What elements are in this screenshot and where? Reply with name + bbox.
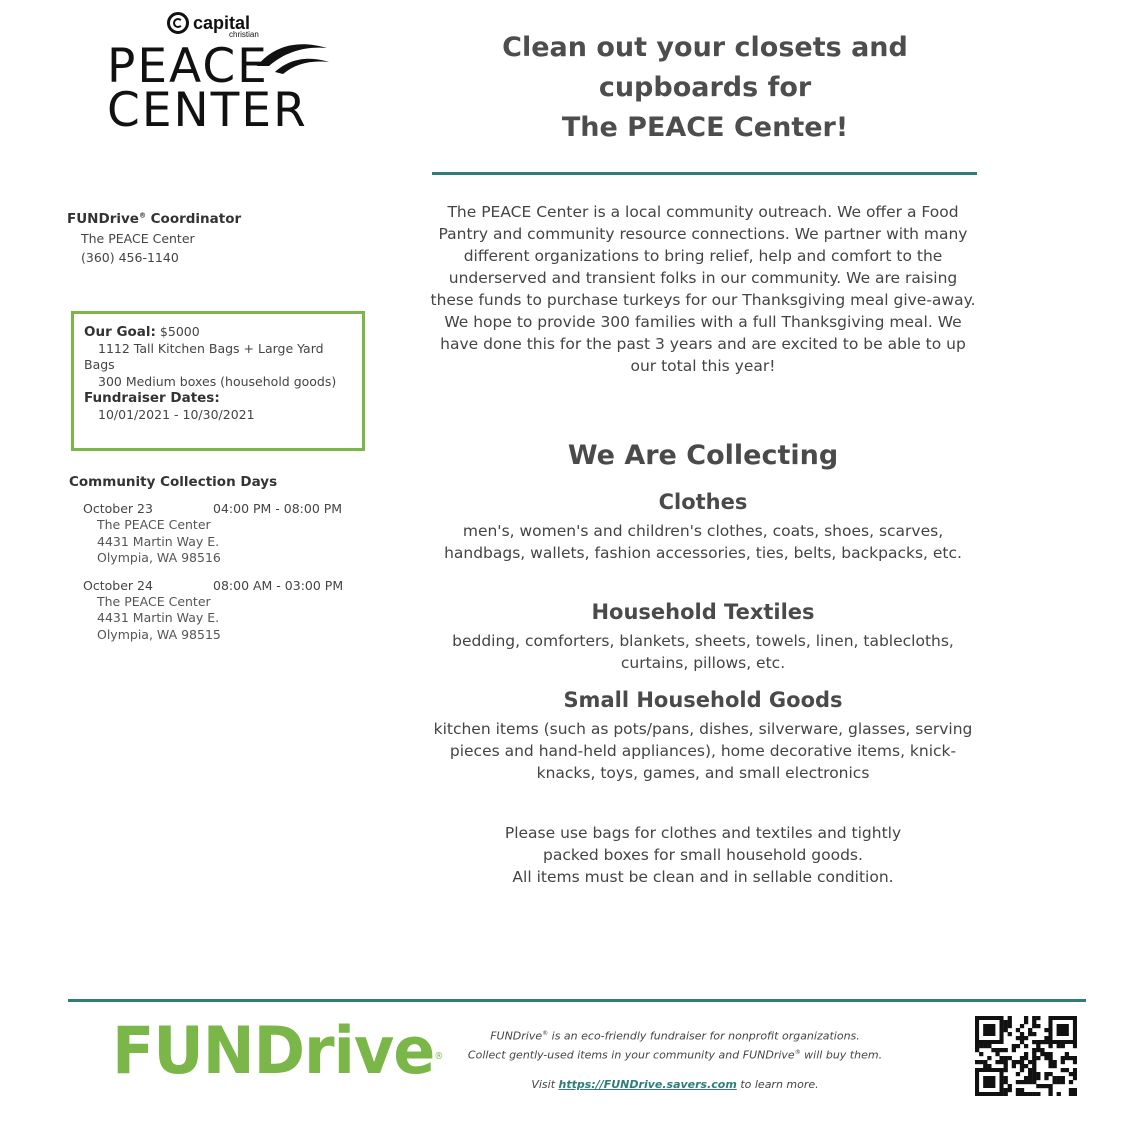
coordinator-title-suffix: Coordinator xyxy=(145,211,242,227)
top-divider xyxy=(432,172,977,175)
capital-christian-icon xyxy=(167,12,189,34)
event-city: Olympia, WA 98515 xyxy=(97,626,221,642)
headline-line-3: The PEACE Center! xyxy=(561,112,849,143)
coordinator-title xyxy=(67,211,367,227)
collection-days xyxy=(69,474,389,653)
logo-brand-top: capital xyxy=(193,13,251,33)
fundrive-logo xyxy=(112,1011,443,1089)
note-line-2: packed boxes for small household goods. xyxy=(543,846,863,864)
event-place: The PEACE Center xyxy=(97,593,211,609)
footer-line-2 xyxy=(420,1045,930,1064)
note-line-1: Please use bags for clothes and textiles and tightly xyxy=(504,824,902,842)
event-time: 04:00 PM - 08:00 PM xyxy=(213,501,343,516)
footer-brand: FUNDrive xyxy=(490,1029,543,1043)
category-text: kitchen items (such as pots/pans, dishes, silverware, glasses, serving pieces and hand-held appliances), home decorative items, knick-knacks, toys, games, and small electronics xyxy=(433,720,973,782)
event-date: October 24 xyxy=(83,577,153,593)
registered-mark: ® xyxy=(542,1030,549,1037)
logo-brand-sub: christian xyxy=(229,30,259,39)
page-headline xyxy=(440,28,970,148)
fundrive-link[interactable]: https://FUNDrive.savers.com xyxy=(558,1078,737,1092)
collection-event xyxy=(69,577,389,644)
event-date: October 23 xyxy=(83,501,153,516)
footer-line-2-text: Collect gently-used items in your community and FUNDrive xyxy=(467,1048,795,1062)
registered-mark: ® xyxy=(794,1048,801,1056)
footer-text xyxy=(420,1026,930,1093)
event-when xyxy=(83,577,389,594)
event-street: 4431 Martin Way E. xyxy=(97,533,220,549)
coordinator-title-brand: FUNDrive xyxy=(67,211,139,227)
peace-center-logo xyxy=(105,8,335,138)
footer-divider xyxy=(68,999,1086,1002)
fundraiser-dates: 10/01/2021 - 10/30/2021 xyxy=(98,406,255,422)
qr-code-icon[interactable] xyxy=(975,1016,1077,1096)
fundrive-logo-text: FUNDrive xyxy=(112,1011,435,1089)
logo-line-1: PEACE xyxy=(107,39,269,94)
packing-note xyxy=(430,822,976,888)
dove-swoosh-icon xyxy=(255,36,330,76)
dates-label-line xyxy=(84,390,352,407)
coordinator-org: The PEACE Center xyxy=(81,231,195,246)
dates-label: Fundraiser Dates: xyxy=(84,390,220,406)
category-heading: Household Textiles xyxy=(591,600,815,624)
visit-suffix: to learn more. xyxy=(736,1078,819,1092)
category-textiles xyxy=(430,600,976,674)
event-place: The PEACE Center xyxy=(97,517,211,532)
goal-label: Our Goal: xyxy=(84,324,156,340)
note-line-3: All items must be clean and in sellable condition. xyxy=(512,868,894,886)
registered-mark: ® xyxy=(138,211,146,220)
coordinator-phone: (360) 456-1140 xyxy=(81,250,179,265)
collecting-title: We Are Collecting xyxy=(567,440,839,471)
collection-event xyxy=(69,500,389,567)
goal-item-boxes: 300 Medium boxes (household goods) xyxy=(98,373,337,389)
registered-mark: ® xyxy=(434,1051,443,1063)
headline-line-2: cupboards for xyxy=(598,72,812,103)
collection-days-title: Community Collection Days xyxy=(69,474,278,490)
coordinator-block xyxy=(67,211,367,265)
footer-line-2-end: will buy them. xyxy=(800,1048,883,1062)
headline-line-1: Clean out your closets and xyxy=(502,32,908,63)
category-clothes xyxy=(430,490,976,564)
category-text: bedding, comforters, blankets, sheets, towels, linen, tablecloths, curtains, pillows, etc. xyxy=(452,632,954,672)
category-goods xyxy=(430,688,976,784)
visit-prefix: Visit xyxy=(531,1078,559,1092)
logo-line-2: CENTER xyxy=(107,83,308,138)
event-city: Olympia, WA 98516 xyxy=(97,550,221,565)
category-heading: Small Household Goods xyxy=(563,688,843,712)
intro-paragraph: The PEACE Center is a local community outreach. We offer a Food Pantry and community resource connections. We partner with many different organizations to bring relief, help and comfort to the underserved and transient folks in our community. We are raising these funds to purchase turkeys for our Thanksgiving meal give-away. We hope to provide 300 families with a full Thanksgiving meal. We have done this for the past 3 years and are excited to be able to up our total this year! xyxy=(430,203,976,375)
footer-line-1-text: is an eco-friendly fundraiser for nonprofit organizations. xyxy=(548,1029,860,1043)
goal-line xyxy=(84,324,352,341)
goal-item-bags: 1112 Tall Kitchen Bags + Large Yard Bags xyxy=(84,340,324,372)
footer-line-1 xyxy=(420,1026,930,1045)
category-heading: Clothes xyxy=(658,490,748,514)
goal-box xyxy=(71,311,365,451)
event-street: 4431 Martin Way E. xyxy=(97,610,220,625)
event-time: 08:00 AM - 03:00 PM xyxy=(213,577,344,593)
category-text: men's, women's and children's clothes, coats, shoes, scarves, handbags, wallets, fashion accessories, ties, belts, backpacks, etc. xyxy=(444,522,962,562)
goal-value: $5000 xyxy=(155,324,200,339)
footer-visit xyxy=(420,1077,930,1093)
event-when xyxy=(83,500,389,517)
